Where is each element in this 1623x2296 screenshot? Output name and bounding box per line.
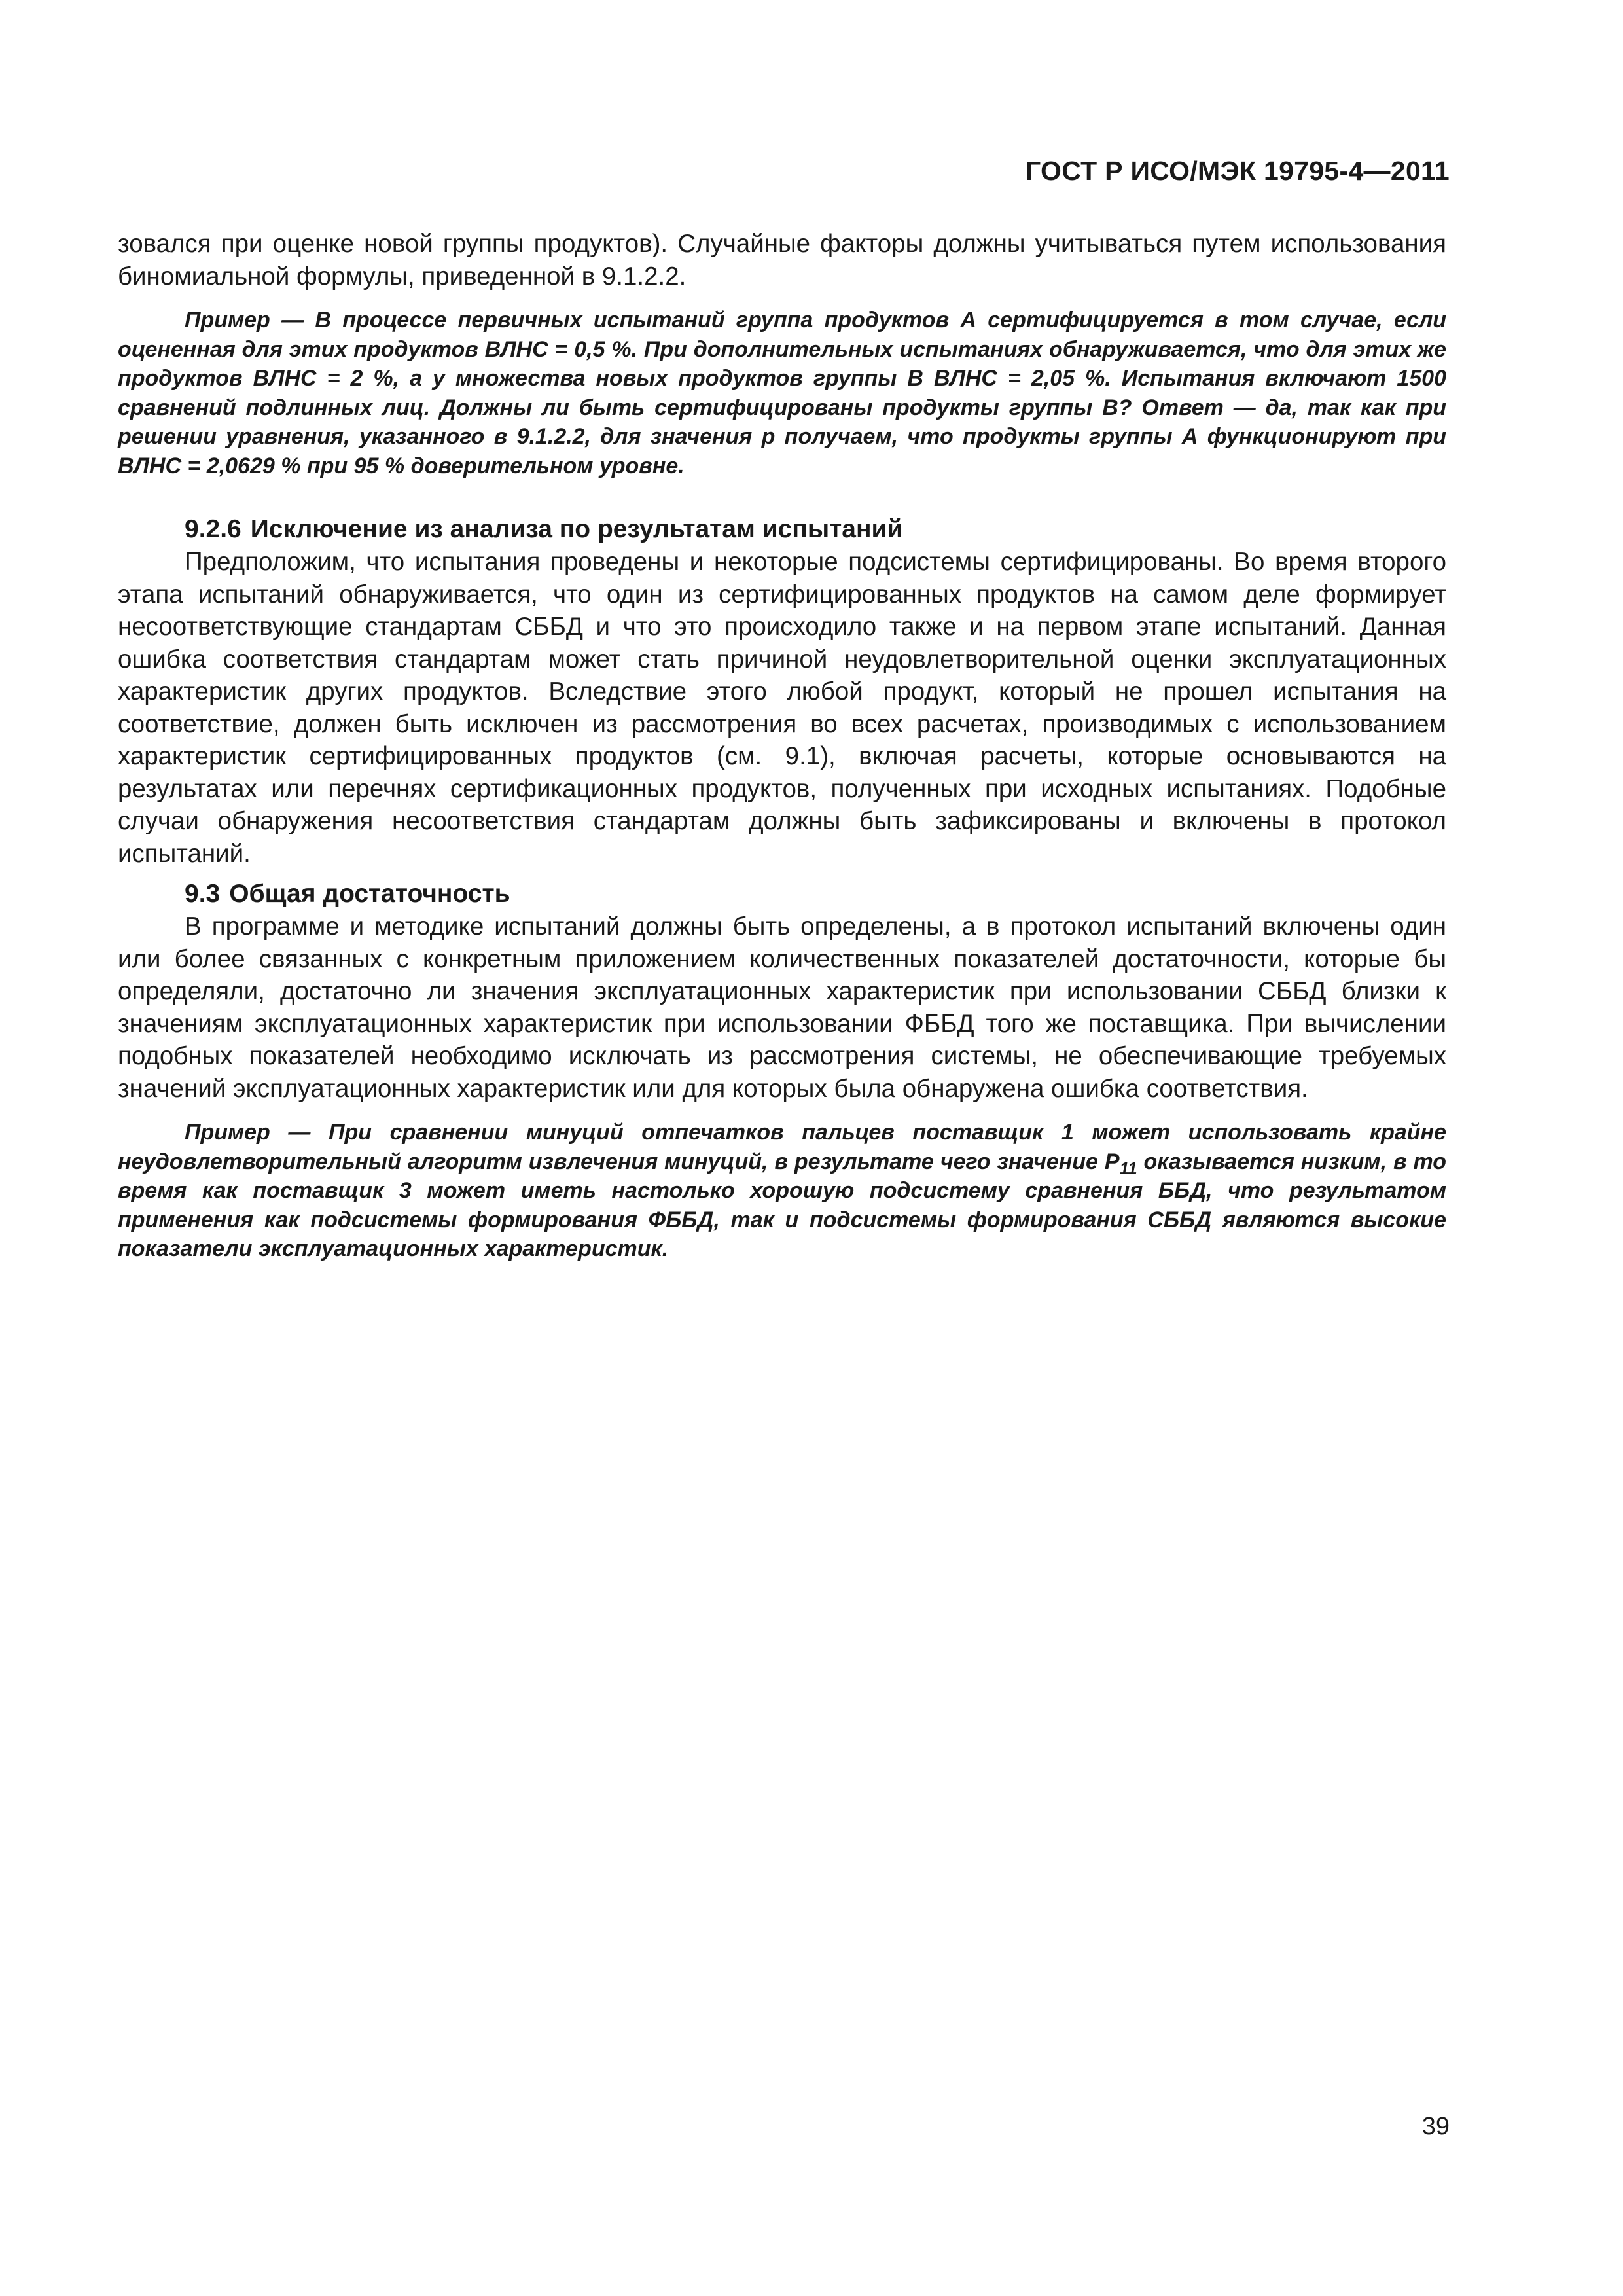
- section-title: Общая достаточность: [229, 880, 510, 908]
- section-number: 9.2.6: [185, 515, 241, 543]
- example-note-1: Пример — В процессе первичных испытаний группа продуктов А сертифицируется в том случае, если оцененная для этих продуктов ВЛНС = 0,5 %. При дополнительных испытаниях обнаруживается, что для этих же продуктов ВЛНС = 2 %, а у множества новых продуктов группы В ВЛНС = 2,05 %. Испытания включают 1500 сравнений подлинных лиц. Должны ли быть сертифицированы продукты группы В? Ответ — да, так как при решении уравнения, указанного в 9.1.2.2, для значения p получаем, что продукты группы А функционируют при ВЛНС = 2,0629 % при 95 % доверительном уровне.: [118, 308, 1446, 478]
- example-note-2: [118, 1118, 1446, 1264]
- page-number: 39: [1421, 2113, 1450, 2140]
- document-body: [118, 228, 1446, 1264]
- section-heading-9-3: [118, 878, 1446, 910]
- example-text-end: оказывается низким, в то время как поставщик 3 может иметь настолько хорошую подсистему сравнения ББД, что результатом применения как подсистемы формирования ФББД, так и подсистемы формирования СББД являются высокие показатели эксплуатационных характеристик.: [118, 1149, 1446, 1261]
- example-text-start: Пример — При сравнении минуций отпечатков пальцев поставщик 1 может использовать крайне неудовлетворительный алгоритм извлечения минуций, в результате чего значение P: [118, 1120, 1446, 1174]
- paragraph-sufficiency: В программе и методике испытаний должны быть определены, а в протокол испытаний включены один или более связанных с конкретным приложением количественных показателей достаточности, которые бы определяли, достаточно ли значения эксплуатационных характеристик при использовании СББД близки к значениям эксплуатационных характеристик при использовании ФББД того же поставщика. При вычислении подобных показателей необходимо исключать из рассмотрения системы, не обеспечивающие требуемых значений эксплуатационных характеристик или для которых была обнаружена ошибка соответствия.: [118, 912, 1446, 1103]
- section-number: 9.3: [185, 880, 221, 908]
- subscript-index: 11: [1119, 1158, 1137, 1178]
- paragraph-exclusion: Предположим, что испытания проведены и некоторые подсистемы сертифицированы. Во время второго этапа испытаний обнаруживается, что один из сертифицированных продуктов на самом деле формирует несоответствующие стандартам СББД и что это происходило также и на первом этапе испытаний. Данная ошибка соответствия стандартам может стать причиной неудовлетворительной оценки эксплуатационных характеристик других продуктов. Вследствие этого любой продукт, который не прошел испытания на соответствие, должен быть исключен из рассмотрения во всех расчетах, производимых с использованием характеристик сертифицированных продуктов (см. 9.1), включая расчеты, которые основываются на результатах или перечнях сертификационных продуктов, полученных при исходных испытаниях. Подобные случаи обнаружения несоответствия стандартам должны быть зафиксированы и включены в протокол испытаний.: [118, 548, 1446, 868]
- document-header: ГОСТ Р ИСО/МЭК 19795-4—2011: [1026, 156, 1450, 186]
- section-title: Исключение из анализа по результатам испытаний: [250, 515, 903, 543]
- paragraph-continuation: зовался при оценке новой группы продуктов). Случайные факторы должны учитываться путем использования биномиальной формулы, приведенной в 9.1.2.2.: [118, 230, 1446, 291]
- section-heading-9-2-6: [118, 513, 1446, 546]
